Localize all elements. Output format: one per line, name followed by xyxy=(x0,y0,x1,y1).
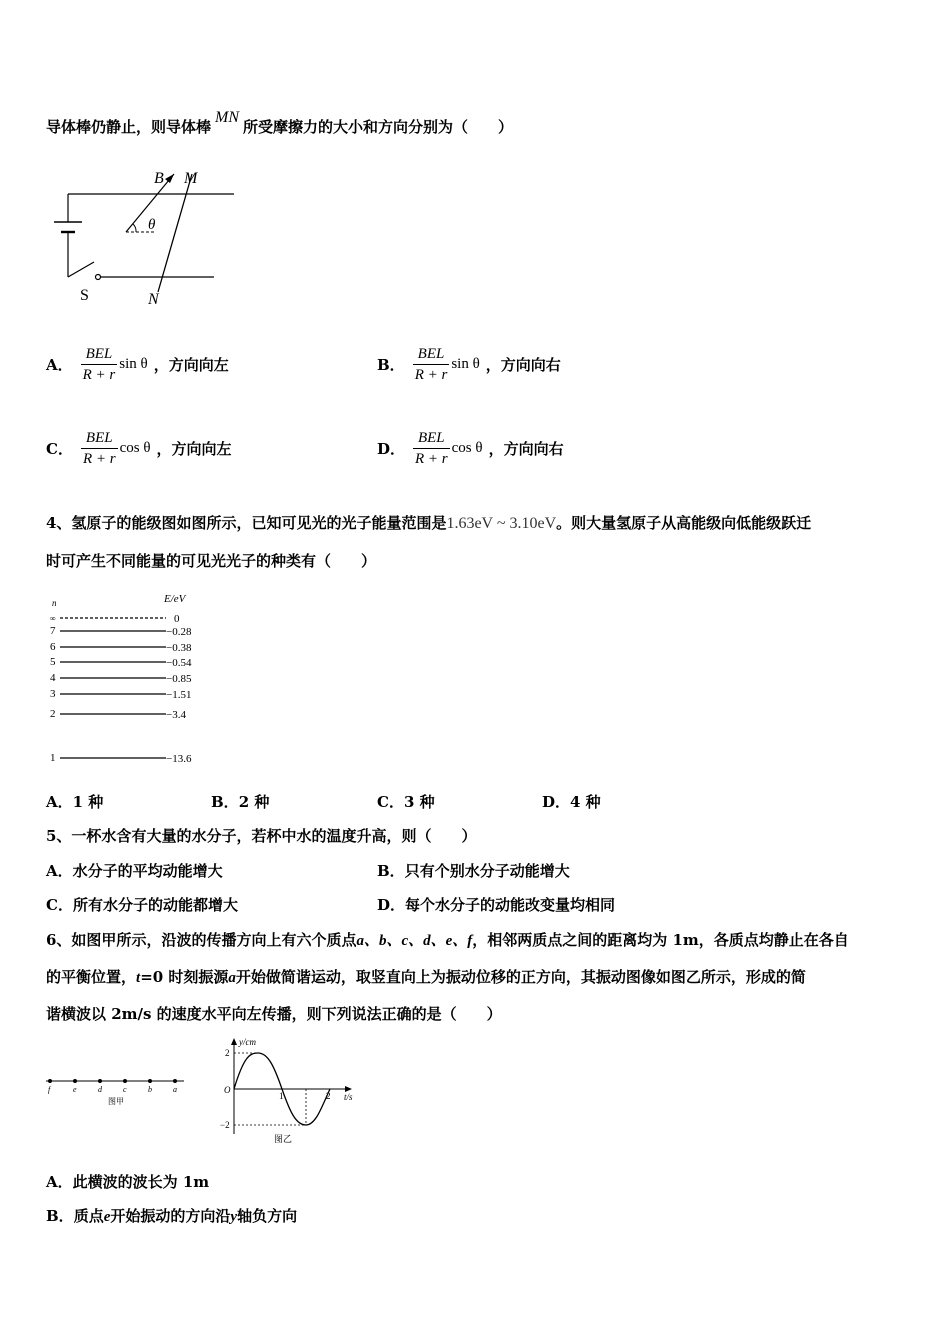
energy-level-diagram xyxy=(46,590,216,770)
q4-stem-line2: 时可产生不同能量的可见光光子的种类有（ ） xyxy=(46,552,377,570)
option-label: A． xyxy=(46,356,73,374)
trig-term: sin θ xyxy=(451,356,480,372)
level-energy-label: −1.51 xyxy=(166,689,192,701)
particle-label: f xyxy=(48,1085,51,1094)
particle-point xyxy=(173,1079,177,1083)
q4-option-c[interactable]: C．3 种 xyxy=(377,793,435,811)
q3-stem xyxy=(46,109,514,137)
q6-option-b[interactable]: B．质点e开始振动的方向沿y轴负方向 xyxy=(46,1207,298,1225)
q4-option-d[interactable]: D．4 种 xyxy=(542,793,601,811)
q3-stem-suffix: 所受摩擦力的大小和方向分别为（ ） xyxy=(243,118,514,136)
jia-caption: 图甲 xyxy=(108,1097,124,1106)
q3-option-b[interactable] xyxy=(377,344,561,385)
level-n-label: 7 xyxy=(50,625,56,637)
yi-caption: 图乙 xyxy=(274,1134,293,1144)
option-direction: ，方向向左 xyxy=(153,356,229,374)
x-axis-label: t/s xyxy=(344,1092,353,1102)
particle-point xyxy=(148,1079,152,1083)
q5-option-a[interactable]: A．水分子的平均动能增大 xyxy=(46,862,223,880)
option-label: D． xyxy=(377,440,406,458)
particle-label: d xyxy=(98,1085,102,1094)
q5-option-b[interactable]: B．只有个别水分子动能增大 xyxy=(377,862,570,880)
n-header: n xyxy=(52,598,57,608)
particle-point xyxy=(48,1079,52,1083)
level-energy-label: −0.28 xyxy=(166,626,192,638)
q3-stem-symbol: MN xyxy=(215,109,240,126)
label-theta: θ xyxy=(148,217,156,233)
q5-stem: 5、一杯水含有大量的水分子，若杯中水的温度升高，则（ ） xyxy=(46,827,477,845)
y-min-label: −2 xyxy=(220,1120,230,1130)
level-energy-label: −3.4 xyxy=(166,709,186,721)
level-n-label: 2 xyxy=(50,708,56,720)
q6-stem-line3: 谐横波以 2m/s 的速度水平向左传播，则下列说法正确的是（ ） xyxy=(46,1005,502,1023)
particle-label: c xyxy=(123,1085,127,1094)
q4-option-a[interactable]: A．1 种 xyxy=(46,793,104,811)
option-direction: ，方向向右 xyxy=(488,440,564,458)
q3-stem-prefix: 导体棒仍静止，则导体棒 xyxy=(46,118,212,136)
level-energy-label: −0.54 xyxy=(166,657,192,669)
q5-option-d[interactable]: D．每个水分子的动能改变量均相同 xyxy=(377,896,616,914)
x-1-label: 1 xyxy=(279,1091,284,1101)
label-S: S xyxy=(80,287,89,304)
fraction: $\frac{\text{BEL}}{R + r}$ xyxy=(414,346,448,383)
q4-stem-line1: 4、氢原子的能级图如图所示，已知可见光的光子能量范围是1.63eV ~ 3.10eV。则大量氢原子从高能级向低能级跃迁 xyxy=(46,514,812,532)
q3-option-a[interactable] xyxy=(46,344,229,385)
particle-point xyxy=(73,1079,77,1083)
label-M: M xyxy=(184,170,198,187)
trig-term: cos θ xyxy=(451,440,483,456)
label-B: B xyxy=(154,170,164,187)
option-label: B． xyxy=(377,356,405,374)
level-n-label: ∞ xyxy=(50,614,56,623)
q3-option-c[interactable] xyxy=(46,428,232,469)
q3-option-d[interactable] xyxy=(377,428,564,469)
trig-term: cos θ xyxy=(119,440,151,456)
origin-label: O xyxy=(224,1085,231,1095)
switch-contact xyxy=(96,275,101,280)
particle-label: a xyxy=(173,1085,177,1094)
e-header: E/eV xyxy=(164,593,186,605)
level-n-label: 6 xyxy=(50,641,56,653)
y-max-label: 2 xyxy=(225,1048,230,1058)
q4-option-b[interactable]: B．2 种 xyxy=(211,793,270,811)
x-2-label: 2 xyxy=(326,1091,331,1101)
figure-yi xyxy=(212,1036,362,1148)
particle-label: b xyxy=(148,1085,152,1094)
rod-mn xyxy=(158,174,192,292)
fraction: $\frac{\text{BEL}}{R + r}$ xyxy=(82,430,116,467)
option-direction: ，方向向左 xyxy=(156,440,232,458)
q6-stem-line1: 6、如图甲所示，沿波的传播方向上有六个质点a、b、c、d、e、f，相邻两质点之间的距离均为 1m，各质点均静止在各自 xyxy=(46,931,849,949)
level-energy-label: −0.85 xyxy=(166,673,192,685)
switch-lever xyxy=(68,262,94,277)
level-energy-label: −0.38 xyxy=(166,642,192,654)
particle-label: e xyxy=(73,1085,77,1094)
q5-option-c[interactable]: C．所有水分子的动能都增大 xyxy=(46,896,238,914)
figure-jia xyxy=(44,1070,189,1110)
label-N: N xyxy=(148,291,159,308)
fraction: $\frac{\text{BEL}}{R + r}$ xyxy=(415,430,448,467)
level-energy-label: 0 xyxy=(174,613,180,625)
q6-stem-line2: 的平衡位置，t=0 时刻振源a开始做简谐运动，取竖直向上为振动位移的正方向，其振动图像如图乙所示，形成的简 xyxy=(46,968,806,986)
energy-range: 1.63eV ~ 3.10eV xyxy=(446,515,557,532)
fraction: $\frac{\text{BEL}}{R + r}$ xyxy=(82,346,116,383)
option-direction: ，方向向右 xyxy=(485,356,561,374)
q3-circuit-figure xyxy=(44,162,244,312)
level-n-label: 5 xyxy=(50,656,56,668)
particle-point xyxy=(123,1079,127,1083)
q6-option-a[interactable]: A．此横波的波长为 1m xyxy=(46,1173,210,1191)
level-n-label: 1 xyxy=(50,752,56,764)
option-label: C． xyxy=(46,440,73,458)
trig-term: sin θ xyxy=(119,356,148,372)
y-axis-label: y/cm xyxy=(239,1037,256,1047)
particle-point xyxy=(98,1079,102,1083)
level-n-label: 3 xyxy=(50,688,56,700)
level-energy-label: −13.6 xyxy=(166,753,192,765)
level-n-label: 4 xyxy=(50,672,56,684)
